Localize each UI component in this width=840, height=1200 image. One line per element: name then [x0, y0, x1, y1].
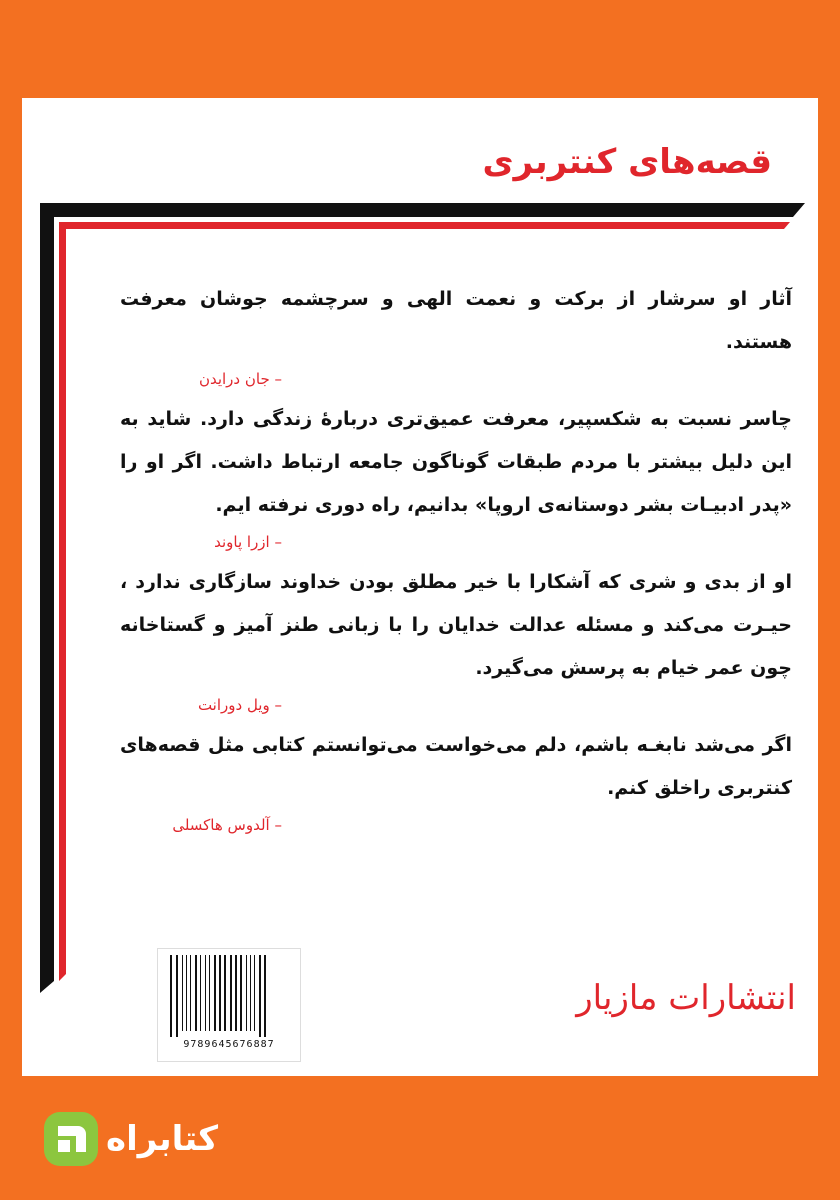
barcode-bar	[200, 955, 201, 1031]
quote-text: او از بدی و شری که آشکارا با خیر مطلق بودن خداوند سازگاری ندارد ، حیـرت می‌کند و مسئله عدالت خدایان را با زبانی طنز آمیز و گستاخانه چون عمر خیام به پرسش می‌گیرد.	[120, 571, 792, 679]
barcode-bar	[205, 955, 206, 1031]
ketabrah-name: کتابراه	[106, 1119, 219, 1159]
barcode-bar	[195, 955, 197, 1031]
barcode-bars	[166, 955, 292, 1037]
barcode-bar	[209, 955, 210, 1031]
book-title: قصه‌های کنتربری	[482, 142, 772, 182]
quote-text: اگر می‌شد نابغـه باشم، دلم می‌خواست می‌توانستم کتابی مثل قصه‌های کنتربری راخلق کنم.	[120, 734, 792, 799]
barcode-bar	[219, 955, 221, 1031]
back-cover	[22, 98, 818, 1076]
barcode-bar	[176, 955, 178, 1037]
barcode-bar	[246, 955, 247, 1031]
barcode-bar	[240, 955, 242, 1031]
quotes-block	[120, 278, 792, 844]
barcode-bar	[186, 955, 187, 1031]
barcode-bar	[170, 955, 172, 1037]
quote-author: – ازرا پاوند	[214, 533, 282, 551]
barcode-bar	[214, 955, 216, 1031]
quote-text: آثار او سرشار از برکت و نعمت الهی و سرچشمه جوشان معرفت هستند.	[120, 288, 792, 353]
ketabrah-brand[interactable]	[40, 1108, 218, 1170]
barcode-bar	[254, 955, 255, 1031]
ketabrah-logo-icon	[40, 1108, 102, 1170]
publisher-logo: انتشارات مازیار	[576, 978, 796, 1018]
barcode-bar	[224, 955, 226, 1031]
barcode-bar	[250, 955, 251, 1031]
barcode-bar	[190, 955, 191, 1031]
barcode-bar	[182, 955, 183, 1031]
quote-author: – جان درایدن	[198, 370, 282, 388]
quote-text: چاسر نسبت به شکسپیر، معرفت عمیق‌تری دربارهٔ زندگی دارد. شاید به این دلیل بیشتر با مردم طبقات گوناگون جامعه ارتباط داشت. اگر او را «پدر ادبیـات بشر دوستانه‌ی اروپا» بدانیم، راه دوری نرفته ایم.	[120, 408, 792, 516]
barcode-bar	[235, 955, 237, 1031]
barcode-bar	[264, 955, 266, 1037]
barcode-bar	[259, 955, 261, 1037]
barcode-bar	[230, 955, 232, 1031]
isbn-barcode	[157, 948, 301, 1062]
quote-author: – ویل دورانت	[197, 696, 282, 714]
isbn-digits: 9789645676887	[183, 1039, 275, 1050]
quote-author: – آلدوس هاکسلی	[172, 816, 282, 834]
